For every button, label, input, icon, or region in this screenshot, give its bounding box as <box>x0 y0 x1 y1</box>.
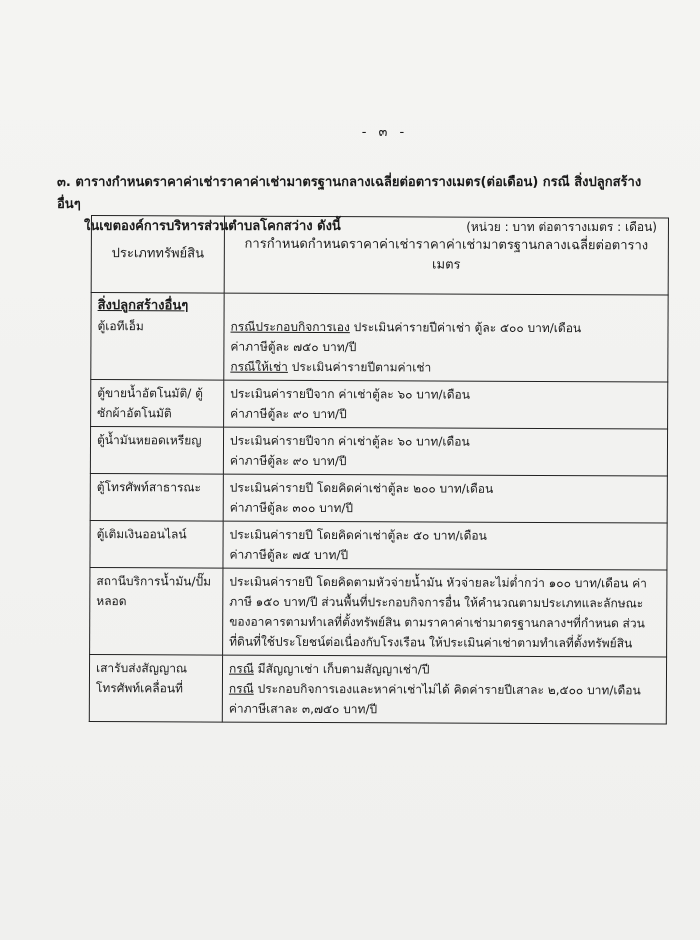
table-row <box>91 380 668 430</box>
rate-text: ประเมินค่ารายปีตามค่าเช่า <box>287 359 432 375</box>
unit-note: (หน่วย : บาท ต่อตารางเมตร : เดือน) <box>466 220 657 234</box>
rent-rate-cell <box>223 474 667 523</box>
rate-line <box>230 498 661 520</box>
rent-rate-table <box>89 215 669 725</box>
property-type-cell <box>90 473 223 521</box>
case-prefix: กรณีให้เช่า <box>230 359 288 374</box>
case-prefix: กรณีประกอบกิจการเอง <box>230 319 350 335</box>
rate-text: ประเมินค่ารายปีจาก ค่าเช่าตู้ละ ๖๐ บาท/เดือน <box>229 433 470 449</box>
rate-text: ค่าภาษีเสาละ ๓,๗๕๐ บาท/ปี <box>228 701 378 717</box>
rate-line <box>230 451 661 473</box>
table-row <box>90 427 667 477</box>
property-type-label: ตู้เติมเงินออนไลน์ <box>96 527 187 542</box>
rate-line <box>230 478 661 500</box>
property-type-cell <box>90 567 223 655</box>
heading-line-2: ในเขตองค์การบริหารส่วนตำบลโคกสว่าง ดังนี้ <box>84 219 341 234</box>
property-type-cell <box>90 427 223 475</box>
rate-text: ค่าภาษีตู้ละ ๗๕๐ บาท/ปี <box>230 339 357 355</box>
rent-rate-cell <box>223 568 667 657</box>
table-body <box>89 293 668 725</box>
property-type-label: ตู้ขายน้ำอัตโนมัติ/ ตู้ซักผ้าอัตโนมัติ <box>97 386 203 421</box>
rate-line <box>229 659 660 681</box>
rate-line <box>230 404 661 426</box>
rate-line <box>229 572 660 654</box>
property-type-cell <box>89 654 222 722</box>
rent-rate-cell <box>222 655 666 724</box>
rate-text: ประกอบกิจการเองและหาค่าเช่าไม่ได้ คิดค่ารายปีเสาละ ๒,๕๐๐ บาท/เดือน <box>253 681 641 698</box>
rate-line <box>230 431 661 453</box>
rate-text: ค่าภาษีตู้ละ ๙๐ บาท/ปี <box>230 406 347 422</box>
heading-line-1: ๓. ตารางกำหนดราคาค่าเช่าราคาค่าเช่ามาตรฐานกลางเฉลี่ยต่อตารางเมตร(ต่อเดือน) กรณี สิ่งปลูกสร้างอื่นๆ <box>57 175 642 212</box>
property-type-label: สถานีบริการน้ำมัน/ปั๊ม หลอด <box>96 574 212 609</box>
rent-rate-cell <box>224 293 668 382</box>
rate-line <box>230 337 661 359</box>
table-row <box>89 654 666 724</box>
rate-line <box>230 357 661 379</box>
rate-text: มีสัญญาเช่า เก็บตามสัญญาเช่า/ปี <box>253 661 430 677</box>
rate-text: ประเมินค่ารายปี โดยคิดตามหัวจ่ายน้ำมัน หัวจ่ายละไม่ต่ำกว่า ๑๐๐ บาท/เดือน ค่าภาษี ๑๕๐ บาท/ปี ส่วนพื้นที่ประกอบกิจการอื่น ให้คำนวณตามประเภทและลักษณะของอาคารตามทำเลที่ตั้งทรัพย์สิน ตามราคาค่าเช่ามาตรฐานกลางฯที่กำหนด ส่วนที่ดินที่ใช้ประโยชน์ต่อเนื่องกับโรงเรือน ให้ประเมินค่าเช่าตามทำเลที่ตั้งทรัพย์สิน <box>229 574 647 651</box>
rate-line <box>230 384 661 406</box>
header-rent-rate: การกำหนดกำหนดราคาค่าเช่าราคาค่าเช่ามาตรฐานกลางเฉลี่ยต่อตารางเมตร <box>224 216 668 295</box>
rate-text: ประเมินค่ารายปี โดยคิดค่าเช่าตู้ละ ๒๐๐ บาท/เดือน <box>229 480 494 496</box>
rent-rate-cell <box>223 521 667 570</box>
rate-text: ประเมินค่ารายปีค่าเช่า ตู้ละ ๕๐๐ บาท/เดือน <box>349 320 582 336</box>
property-type-cell <box>91 380 224 428</box>
rate-line <box>230 317 661 339</box>
property-type-label: ตู้เอทีเอ็ม <box>97 319 144 334</box>
rent-rate-cell <box>223 427 667 476</box>
case-prefix: กรณี <box>228 661 254 676</box>
case-prefix: กรณี <box>228 681 254 696</box>
rent-rate-cell <box>224 380 668 429</box>
table-row <box>91 293 668 383</box>
property-type-label: ตู้โทรศัพท์สาธารณะ <box>96 480 202 495</box>
rate-text: ประเมินค่ารายปี โดยคิดค่าเช่าตู้ละ ๕๐ บาท/เดือน <box>229 527 487 543</box>
rate-line <box>230 525 661 547</box>
table-row <box>90 567 667 657</box>
section-title: สิ่งปลูกสร้างอื่นๆ <box>97 298 189 314</box>
property-type-cell <box>91 293 224 381</box>
property-type-cell <box>90 520 223 568</box>
property-type-label: เสารับส่งสัญญาณ โทรศัพท์เคลื่อนที่ <box>95 661 188 696</box>
rate-text: ค่าภาษีตู้ละ ๙๐ บาท/ปี <box>229 453 347 469</box>
table-row <box>90 520 667 570</box>
header-property-type: ประเภททรัพย์สิน <box>91 216 224 294</box>
table-header-row <box>91 216 668 296</box>
rate-text: ค่าภาษีตู้ละ ๗๕ บาท/ปี <box>229 547 349 563</box>
rate-line <box>229 545 660 567</box>
page-number: - ๓ - <box>361 125 409 140</box>
rate-text: ค่าภาษีตู้ละ ๓๐๐ บาท/ปี <box>229 500 354 516</box>
rate-text: ประเมินค่ารายปีจาก ค่าเช่าตู้ละ ๖๐ บาท/เดือน <box>230 386 470 402</box>
property-type-label: ตู้น้ำมันหยอดเหรียญ <box>96 433 202 448</box>
rate-line <box>229 679 660 701</box>
table-row <box>90 473 667 523</box>
rate-line <box>229 699 660 721</box>
